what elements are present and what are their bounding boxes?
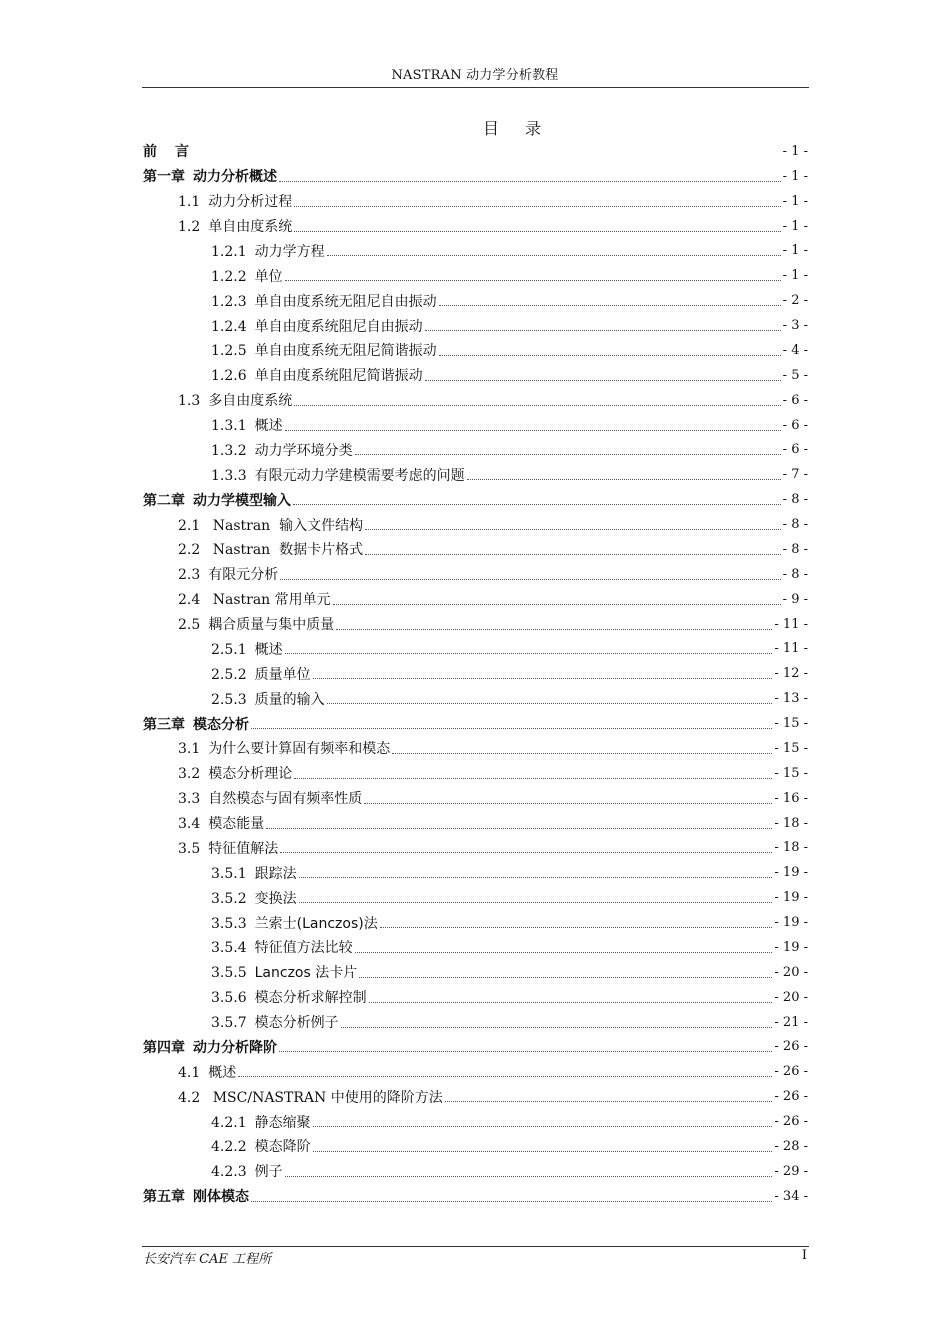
toc-entry[interactable] — [143, 811, 808, 836]
toc-entry[interactable] — [143, 363, 808, 388]
toc-entry-title — [211, 365, 423, 385]
toc-leader — [439, 305, 781, 306]
toc-entry[interactable] — [143, 1134, 808, 1159]
toc-entry-number: 1.3.3 — [211, 467, 247, 484]
toc-entry-title — [211, 465, 465, 485]
toc-leader — [280, 579, 780, 580]
toc-entry[interactable] — [143, 1035, 808, 1060]
toc-entry-number: 1.3 — [178, 393, 201, 410]
toc-entry-number: 1.2.6 — [211, 368, 247, 385]
toc-entry-text: 概述 — [254, 641, 283, 658]
toc-leader — [251, 728, 772, 729]
toc-entry[interactable] — [143, 537, 808, 562]
table-of-contents — [143, 139, 808, 1209]
toc-page-number: - 11 - — [774, 616, 808, 632]
toc-leader — [285, 1176, 773, 1177]
toc-page-number: - 8 - — [782, 517, 808, 533]
toc-page-number: - 19 - — [774, 939, 808, 955]
toc-entry[interactable] — [143, 413, 808, 438]
toc-page-number: - 26 - — [774, 1089, 808, 1105]
toc-entry-title — [178, 813, 264, 833]
toc-entry[interactable] — [143, 288, 808, 313]
toc-entry-number: 1.3.1 — [211, 418, 247, 435]
toc-page-number: - 6 - — [782, 392, 808, 408]
toc-entry-text: 模态分析理论 — [208, 766, 293, 783]
toc-leader — [279, 1051, 772, 1052]
toc-leader — [285, 280, 781, 281]
toc-entry-number: 4.2.3 — [211, 1164, 247, 1181]
toc-entry[interactable] — [143, 189, 808, 214]
toc-page-number: - 8 - — [782, 492, 808, 508]
toc-entry[interactable] — [143, 836, 808, 861]
footer-organization: 长安汽车 CAE 工程所 — [143, 1252, 272, 1267]
toc-entry-title — [178, 564, 278, 584]
toc-page-number: - 4 - — [782, 342, 808, 358]
toc-entry-title — [211, 664, 311, 684]
footer-page-number: I — [801, 1248, 807, 1263]
toc-entry[interactable] — [143, 487, 808, 512]
toc-leader — [266, 828, 772, 829]
toc-entry-title — [211, 863, 297, 883]
toc-entry-text: 单自由度系统阻尼自由振动 — [254, 318, 423, 335]
toc-entry-text: 例子 — [254, 1164, 283, 1181]
toc-entry-number: 3.5.7 — [211, 1015, 247, 1032]
toc-entry-text: 有限元分析 — [208, 567, 279, 584]
toc-leader — [333, 604, 781, 605]
toc-page-number: - 1 - — [782, 143, 808, 159]
toc-entry-title — [211, 689, 325, 709]
toc-entry-number: 2.3 — [178, 567, 201, 584]
toc-entry-number: 3.3 — [178, 791, 201, 808]
toc-entry-text: Nastran 输入文件结构 — [208, 517, 364, 534]
toc-entry[interactable] — [143, 860, 808, 885]
toc-entry[interactable] — [143, 562, 808, 587]
toc-leader — [380, 927, 773, 928]
toc-entry-text: 质量单位 — [254, 666, 311, 683]
toc-entry[interactable] — [143, 587, 808, 612]
toc-entry-title — [211, 888, 297, 908]
toc-entry-title — [178, 539, 363, 559]
header-rule — [142, 87, 809, 88]
toc-entry-text: 质量的输入 — [254, 691, 325, 708]
toc-entry-text: 变换法 — [254, 890, 297, 907]
toc-leader — [313, 1126, 773, 1127]
toc-entry-title — [211, 1136, 311, 1156]
toc-leader — [238, 1076, 772, 1077]
toc-entry-text: 耦合质量与集中质量 — [208, 617, 335, 634]
toc-entry-number: 第二章 — [143, 492, 185, 509]
toc-entry[interactable] — [143, 512, 808, 537]
toc-entry-number: 3.5.3 — [211, 915, 247, 932]
toc-entry-text: 单自由度系统 — [208, 219, 293, 236]
toc-leader — [294, 206, 780, 207]
toc-entry-text: 单自由度系统阻尼简谐振动 — [254, 368, 423, 385]
toc-page-number: - 18 - — [774, 840, 808, 856]
toc-page-number: - 15 - — [774, 716, 808, 732]
toc-entry-text: 静态缩聚 — [254, 1114, 311, 1131]
toc-page-number: - 6 - — [782, 442, 808, 458]
toc-entry[interactable] — [143, 1184, 808, 1209]
toc-leader — [425, 380, 781, 381]
toc-entry-number: 2.5 — [178, 617, 201, 634]
toc-leader — [251, 1201, 772, 1202]
toc-entry-text: 模态分析例子 — [254, 1015, 339, 1032]
toc-entry-number: 3.5.2 — [211, 890, 247, 907]
toc-entry[interactable] — [143, 214, 808, 239]
toc-entry-number: 3.5.6 — [211, 990, 247, 1007]
toc-leader — [341, 1027, 773, 1028]
toc-entry-text: 特征值解法 — [208, 840, 279, 857]
toc-leader — [336, 629, 772, 630]
toc-entry-title — [211, 415, 283, 435]
toc-entry-title — [143, 714, 249, 734]
toc-entry-title — [211, 316, 423, 336]
toc-entry[interactable] — [143, 935, 808, 960]
toc-leader — [359, 977, 772, 978]
toc-page-number: - 19 - — [774, 915, 808, 931]
toc-entry[interactable] — [143, 736, 808, 761]
toc-leader — [439, 355, 781, 356]
toc-entry-title — [211, 266, 283, 286]
toc-entry-text: 有限元动力学建模需要考虑的问题 — [254, 467, 465, 484]
toc-leader — [425, 330, 781, 331]
toc-leader — [355, 952, 773, 953]
toc-page-number: - 26 - — [774, 1114, 808, 1130]
toc-entry[interactable] — [143, 1109, 808, 1134]
toc-entry-title — [178, 589, 331, 609]
toc-page-number: - 28 - — [774, 1138, 808, 1154]
toc-entry-number: 1.2.5 — [211, 343, 247, 360]
toc-leader — [392, 753, 772, 754]
toc-entry-title — [211, 1161, 283, 1181]
toc-entry-text: 动力分析过程 — [208, 194, 293, 211]
toc-entry-number: 3.1 — [178, 741, 201, 758]
toc-entry-number: 3.4 — [178, 816, 201, 833]
toc-entry[interactable] — [143, 686, 808, 711]
toc-entry-title — [143, 1037, 277, 1057]
toc-leader — [299, 902, 773, 903]
toc-entry[interactable] — [143, 438, 808, 463]
toc-entry-number: 4.2.1 — [211, 1114, 247, 1131]
toc-entry-number: 2.5.3 — [211, 691, 247, 708]
toc-entry-number: 4.1 — [178, 1064, 201, 1081]
toc-leader — [293, 504, 781, 505]
toc-page-number: - 15 - — [774, 765, 808, 781]
toc-entry[interactable] — [143, 661, 808, 686]
toc-entry-title — [143, 1186, 249, 1206]
toc-entry-number: 第四章 — [143, 1039, 185, 1056]
toc-page-number: - 16 - — [774, 790, 808, 806]
toc-entry-number: 1.2.2 — [211, 268, 247, 285]
toc-entry-text: 模态分析 — [193, 716, 249, 733]
toc-page-number: - 6 - — [782, 417, 808, 433]
toc-entry-number: 1.2.1 — [211, 243, 247, 260]
toc-leader — [327, 255, 781, 256]
toc-leader — [279, 181, 781, 182]
toc-entry-number: 1.2 — [178, 219, 201, 236]
toc-entry-text: 特征值方法比较 — [254, 940, 353, 957]
toc-entry-number: 第三章 — [143, 716, 185, 733]
toc-entry-text: 模态降阶 — [254, 1139, 311, 1156]
toc-entry-title — [178, 216, 292, 236]
toc-page-number: - 12 - — [774, 666, 808, 682]
toc-entry-text: Lanczos 法卡片 — [254, 965, 358, 982]
toc-entry[interactable] — [143, 612, 808, 637]
toc-entry[interactable] — [143, 637, 808, 662]
toc-page-number: - 8 - — [782, 566, 808, 582]
toc-entry-number: 1.3.2 — [211, 442, 247, 459]
toc-entry-preface[interactable] — [143, 139, 808, 164]
toc-page-number: - 20 - — [774, 964, 808, 980]
toc-entry-title — [211, 440, 353, 460]
toc-entry-text: 动力分析降阶 — [193, 1039, 277, 1056]
toc-entry[interactable] — [143, 1084, 808, 1109]
toc-entry-number: 3.5.1 — [211, 865, 247, 882]
toc-entry-title — [211, 962, 357, 982]
toc-entry-text: 自然模态与固有频率性质 — [208, 791, 363, 808]
toc-entry-title — [178, 763, 292, 783]
toc-entry-number: 4.2.2 — [211, 1139, 247, 1156]
toc-entry[interactable] — [143, 1010, 808, 1035]
toc-entry-text: 跟踪法 — [254, 865, 297, 882]
toc-entry-number: 3.2 — [178, 766, 201, 783]
toc-entry-text: 单自由度系统无阻尼自由振动 — [254, 293, 437, 310]
toc-entry-text: 单自由度系统无阻尼简谐振动 — [254, 343, 437, 360]
toc-page-number: - 1 - — [782, 268, 808, 284]
toc-entry[interactable] — [143, 338, 808, 363]
toc-entry-number: 4.2 — [178, 1089, 201, 1106]
toc-entry[interactable] — [143, 462, 808, 487]
toc-entry-number: 2.1 — [178, 517, 201, 534]
toc-page-number: - 20 - — [774, 989, 808, 1005]
toc-entry[interactable] — [143, 239, 808, 264]
toc-entry-title — [211, 913, 378, 933]
toc-entry[interactable] — [143, 313, 808, 338]
toc-entry-text: 兰索士(Lanczos)法 — [254, 915, 378, 932]
toc-entry-number: 3.5.4 — [211, 940, 247, 957]
toc-entry-title — [211, 241, 325, 261]
toc-entry[interactable] — [143, 885, 808, 910]
toc-entry-text: 多自由度系统 — [208, 393, 293, 410]
toc-entry[interactable] — [143, 164, 808, 189]
toc-entry-title — [178, 1087, 443, 1107]
toc-leader — [369, 1002, 773, 1003]
toc-page-number: - 2 - — [782, 293, 808, 309]
toc-page-number: - 7 - — [782, 467, 808, 483]
toc-entry-number: 第一章 — [143, 169, 185, 186]
toc-entry-number: 2.5.2 — [211, 666, 247, 683]
toc-entry-text: MSC/NASTRAN 中使用的降阶方法 — [208, 1089, 443, 1106]
toc-entry-title — [211, 639, 283, 659]
toc-leader — [365, 529, 781, 530]
toc-page-number: - 15 - — [774, 740, 808, 756]
toc-entry-title — [211, 987, 367, 1007]
toc-entry-text: 动力学方程 — [254, 243, 325, 260]
toc-entry[interactable] — [143, 1159, 808, 1184]
toc-entry-text: 前言 — [143, 144, 207, 161]
toc-page-number: - 29 - — [774, 1163, 808, 1179]
toc-entry-title — [178, 1062, 236, 1082]
toc-entry-title — [178, 390, 292, 410]
toc-entry-number: 1.1 — [178, 194, 201, 211]
toc-leader — [365, 554, 781, 555]
toc-entry-title — [178, 788, 362, 808]
toc-entry[interactable] — [143, 960, 808, 985]
toc-page-number: - 1 - — [782, 168, 808, 184]
toc-page-number: - 21 - — [774, 1014, 808, 1030]
toc-entry-title — [211, 1112, 311, 1132]
toc-leader — [294, 405, 780, 406]
toc-page-number: - 1 - — [782, 193, 808, 209]
toc-entry-text: 动力学模型输入 — [193, 492, 291, 509]
toc-entry-title — [178, 738, 390, 758]
toc-leader — [313, 1151, 773, 1152]
toc-entry[interactable] — [143, 786, 808, 811]
toc-entry-title — [178, 515, 363, 535]
toc-entry[interactable] — [143, 263, 808, 288]
toc-page-number: - 26 - — [774, 1064, 808, 1080]
toc-entry-title — [211, 340, 437, 360]
toc-leader — [285, 653, 773, 654]
toc-leader — [299, 877, 773, 878]
toc-page-number: - 26 - — [774, 1039, 808, 1055]
toc-entry-title — [211, 291, 437, 311]
toc-entry-text: Nastran 数据卡片格式 — [208, 542, 364, 559]
toc-entry-number: 3.5 — [178, 840, 201, 857]
toc-entry-text: 为什么要计算固有频率和模态 — [208, 741, 391, 758]
toc-leader — [285, 430, 781, 431]
toc-entry-number: 2.5.1 — [211, 641, 247, 658]
toc-leader — [280, 852, 772, 853]
toc-page-number: - 19 - — [774, 890, 808, 906]
toc-entry-text: 概述 — [208, 1064, 237, 1081]
toc-leader — [327, 703, 773, 704]
toc-entry[interactable] — [143, 711, 808, 736]
toc-entry-title — [178, 191, 292, 211]
toc-entry-text: 动力分析概述 — [193, 169, 277, 186]
toc-entry[interactable] — [143, 985, 808, 1010]
toc-page-number: - 18 - — [774, 815, 808, 831]
toc-page-number: - 1 - — [782, 243, 808, 259]
toc-entry-text: 单位 — [254, 268, 283, 285]
toc-leader — [313, 678, 773, 679]
toc-entry-title — [211, 1012, 339, 1032]
toc-entry[interactable] — [143, 388, 808, 413]
toc-page-number: - 8 - — [782, 541, 808, 557]
toc-entry-number: 3.5.5 — [211, 965, 247, 982]
toc-leader — [364, 803, 772, 804]
toc-entry-number: 第五章 — [143, 1189, 185, 1206]
toc-entry-title — [178, 838, 278, 858]
toc-title: 目录 — [482, 119, 567, 138]
toc-entry-list — [143, 164, 808, 1209]
toc-entry[interactable] — [143, 910, 808, 935]
toc-entry-text: 动力学环境分类 — [254, 442, 353, 459]
toc-entry-text: 概述 — [254, 418, 283, 435]
toc-page-number: - 34 - — [774, 1188, 808, 1204]
toc-entry-title — [143, 166, 277, 186]
toc-page-number: - 11 - — [774, 641, 808, 657]
toc-leader — [294, 231, 780, 232]
toc-leader — [355, 454, 781, 455]
toc-page-number: - 1 - — [782, 218, 808, 234]
toc-entry[interactable] — [143, 1059, 808, 1084]
toc-entry-text: 模态能量 — [208, 816, 265, 833]
toc-entry-number: 1.2.3 — [211, 293, 247, 310]
footer-rule — [142, 1246, 809, 1247]
toc-entry-text: 模态分析求解控制 — [254, 990, 367, 1007]
toc-leader — [294, 778, 772, 779]
toc-page-number: - 5 - — [782, 367, 808, 383]
toc-entry-number: 2.2 — [178, 542, 201, 559]
toc-page-number: - 19 - — [774, 865, 808, 881]
toc-leader — [467, 479, 781, 480]
toc-entry-title — [178, 614, 334, 634]
toc-entry-number: 2.4 — [178, 592, 201, 609]
toc-entry-text: Nastran 常用单元 — [208, 592, 331, 609]
toc-entry-number: 1.2.4 — [211, 318, 247, 335]
toc-entry-title — [211, 937, 353, 957]
toc-entry-text: 刚体模态 — [193, 1189, 249, 1206]
toc-page-number: - 9 - — [782, 591, 808, 607]
toc-entry[interactable] — [143, 761, 808, 786]
toc-page-number: - 13 - — [774, 691, 808, 707]
toc-leader — [445, 1101, 773, 1102]
page-header: NASTRAN 动力学分析教程 — [391, 68, 559, 83]
toc-page-number: - 3 - — [782, 318, 808, 334]
toc-entry-title — [143, 490, 291, 510]
